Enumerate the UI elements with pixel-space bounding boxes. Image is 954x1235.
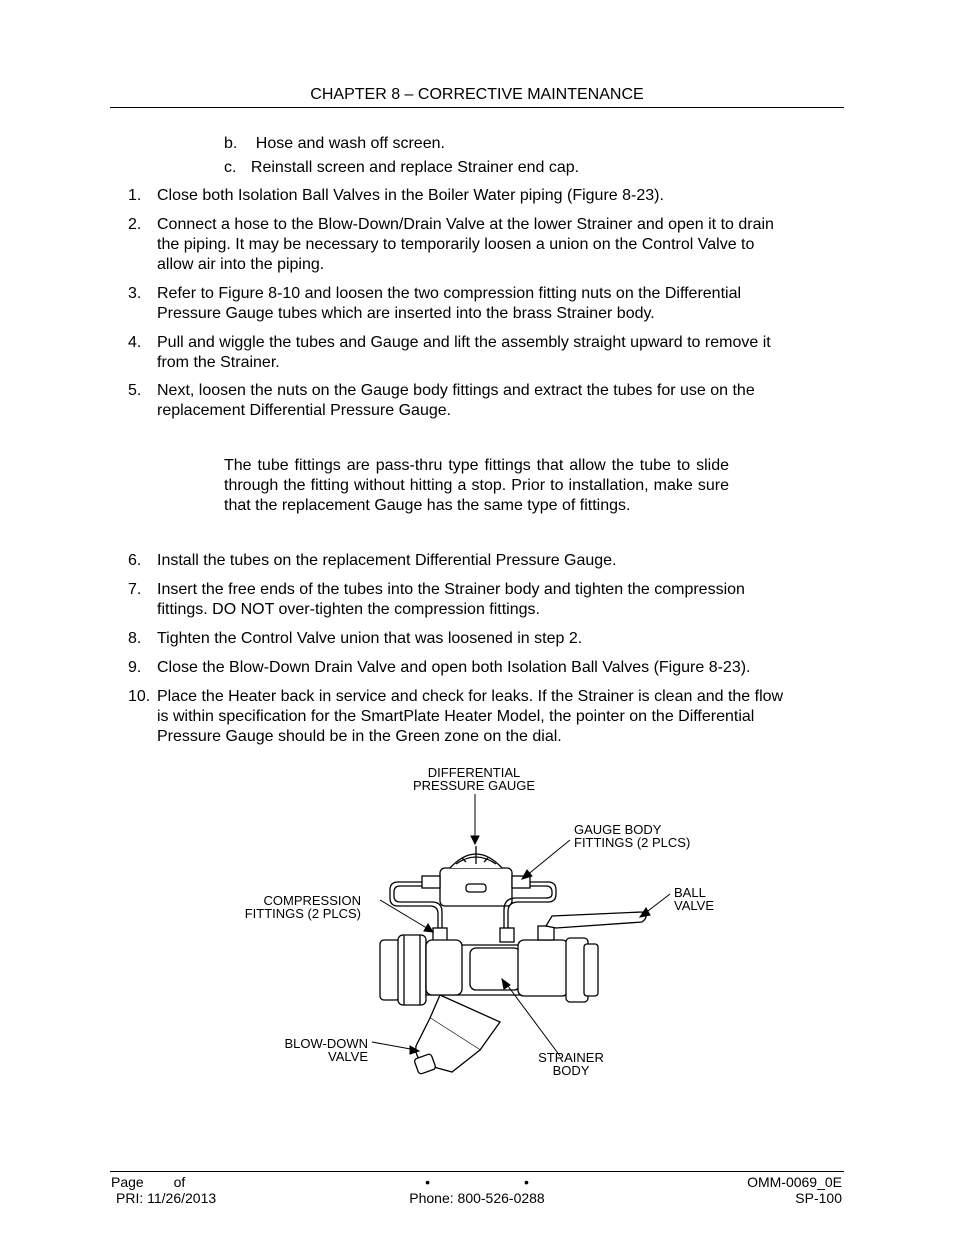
step-line: Pressure Gauge should be in the Green zone on the dial. — [157, 728, 562, 745]
label-blowdown-line2: VALVE — [328, 1049, 368, 1064]
step-line: Connect a hose to the Blow-Down/Drain Valve at the lower Strainer and open it to drain — [157, 216, 774, 233]
step-text — [157, 658, 837, 678]
footer-pri: PRI: 11/26/2013 — [116, 1190, 217, 1206]
label-strainer-line1: STRAINER — [538, 1050, 604, 1065]
label-differential-gauge-line2: PRESSURE GAUGE — [412, 778, 536, 793]
step-line: the piping. It may be necessary to temporarily loosen a union on the Control Valve to — [157, 236, 755, 253]
step-line: Pressure Gauge tubes which are inserted into the brass Strainer body. — [157, 305, 655, 322]
label-differential-gauge-line1: DIFFERENTIAL — [427, 765, 521, 780]
step-text — [157, 687, 837, 747]
chapter-header: CHAPTER 8 – CORRECTIVE MAINTENANCE — [310, 86, 644, 103]
footer-of-label: of — [173, 1174, 186, 1190]
header-rule — [110, 107, 844, 108]
substep-c — [224, 158, 579, 178]
step-text — [157, 186, 837, 206]
substep-marker: c. — [224, 159, 237, 176]
footer-rule — [110, 1171, 844, 1172]
footer-bullet: • — [425, 1174, 431, 1190]
step-line: fittings. DO NOT over-tighten the compression fittings. — [157, 601, 540, 618]
label-blowdown-line1: BLOW-DOWN — [284, 1036, 368, 1051]
step-line: Tighten the Control Valve union that was loosened in step 2. — [157, 630, 583, 647]
step-number: 5. — [128, 382, 142, 399]
step-number: 1. — [128, 187, 142, 204]
step-number: 3. — [128, 285, 142, 302]
step-number: 6. — [128, 552, 142, 569]
gauge-fitting-left — [422, 876, 440, 888]
substep-text: Hose and wash off screen. — [255, 135, 445, 152]
step-text — [157, 551, 837, 571]
step-number: 7. — [128, 581, 142, 598]
left-tube — [390, 882, 438, 930]
step-line: Close both Isolation Ball Valves in the Boiler Water piping (Figure 8-23). — [157, 187, 664, 204]
substep-text: Reinstall screen and replace Strainer end cap. — [250, 159, 580, 176]
step-text — [157, 284, 837, 324]
step-text — [157, 580, 837, 620]
differential-pressure-gauge — [440, 846, 512, 906]
label-ball-valve-line2: VALVE — [674, 898, 714, 913]
footer-page-label: Page — [111, 1174, 144, 1190]
strainer-assembly-figure — [230, 760, 730, 1090]
footer-phone: Phone: 800-526-0288 — [409, 1190, 545, 1206]
step-line: Refer to Figure 8-10 and loosen the two compression fitting nuts on the Differential — [157, 285, 742, 302]
substep-marker: b. — [224, 135, 238, 152]
step-line: Close the Blow-Down Drain Valve and open both Isolation Ball Valves (Figure 8-23). — [157, 659, 751, 676]
step-number: 8. — [128, 630, 142, 647]
step-number: 4. — [128, 334, 142, 351]
step-text — [157, 381, 837, 421]
label-ball-valve-line1: BALL — [674, 885, 706, 900]
step-line: Insert the free ends of the tubes into the Strainer body and tighten the compression — [157, 581, 745, 598]
step-line: replacement Differential Pressure Gauge. — [157, 402, 452, 419]
step-text — [157, 215, 837, 275]
label-compression-line2: FITTINGS (2 PLCS) — [244, 906, 361, 921]
note-text: The tube fittings are pass-thru type fittings that allow the tube to slide through the fitting without hitting a stop. Prior to installation, make sure that the replacement Gauge has the same type of fittings. — [224, 457, 729, 514]
compression-fitting-right — [500, 928, 514, 942]
step-number: 2. — [128, 216, 142, 233]
step-text — [157, 333, 837, 373]
step-line: is within specification for the SmartPlate Heater Model, the pointer on the Differential — [157, 708, 755, 725]
label-gauge-fittings-line2: FITTINGS (2 PLCS) — [574, 835, 691, 850]
step-line: Next, loosen the nuts on the Gauge body fittings and extract the tubes for use on the — [157, 382, 755, 399]
step-number: 9. — [128, 659, 142, 676]
ball-valve — [518, 912, 646, 1002]
step-line: allow air into the piping. — [157, 256, 325, 273]
step-number: 10. — [128, 688, 151, 705]
step-line: Place the Heater back in service and check for leaks. If the Strainer is clean and the flow — [157, 688, 784, 705]
substep-b — [224, 134, 445, 154]
footer-model: SP-100 — [795, 1190, 842, 1206]
step-line: Pull and wiggle the tubes and Gauge and lift the assembly straight upward to remove it — [157, 334, 771, 351]
footer-doc-number: OMM-0069_0E — [747, 1174, 842, 1190]
step-line: Install the tubes on the replacement Differential Pressure Gauge. — [157, 552, 617, 569]
label-compression-line1: COMPRESSION — [263, 893, 361, 908]
step-text — [157, 629, 837, 649]
footer-bullet: • — [523, 1174, 529, 1190]
left-union — [380, 935, 426, 1005]
step-line: from the Strainer. — [157, 354, 280, 371]
label-gauge-fittings-line1: GAUGE BODY — [574, 822, 662, 837]
label-strainer-line2: BODY — [552, 1063, 590, 1078]
